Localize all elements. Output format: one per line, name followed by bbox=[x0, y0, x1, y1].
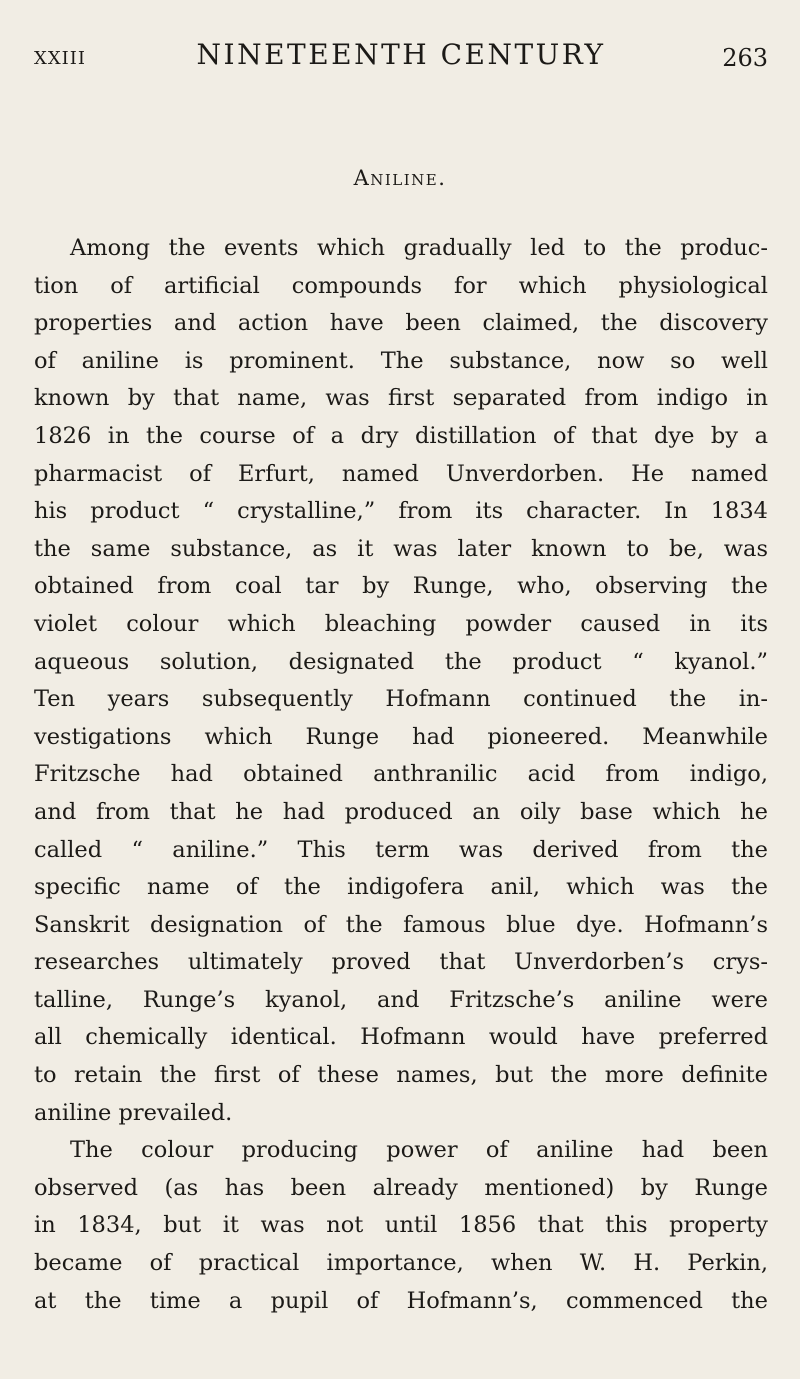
text-line: became of practical importance, when W. H. Perkin, bbox=[34, 1250, 768, 1277]
section-title: Aniline. bbox=[353, 166, 447, 190]
body-text bbox=[34, 230, 768, 1320]
text-line: aniline prevailed. bbox=[34, 1099, 233, 1126]
text-line: vestigations which Runge had pioneered. Meanwhile bbox=[34, 723, 768, 750]
text-line: tion of artificial compounds for which physiological bbox=[34, 272, 768, 299]
chapter-number: XXIII bbox=[34, 48, 86, 69]
text-line: Sanskrit designation of the famous blue dye. Hofmann’s bbox=[34, 911, 768, 938]
running-title: NINETEENTH CENTURY bbox=[196, 38, 606, 71]
text-line: properties and action have been claimed, the discovery bbox=[34, 310, 768, 337]
text-line: known by that name, was first separated from indigo in bbox=[34, 385, 768, 412]
text-line: and from that he had produced an oily base which he bbox=[34, 798, 768, 825]
text-line: 1826 in the course of a dry distillation of that dye by a bbox=[34, 422, 768, 449]
running-head bbox=[34, 38, 768, 78]
text-line: in 1834, but it was not until 1856 that this property bbox=[34, 1212, 768, 1239]
text-line: of aniline is prominent. The substance, now so well bbox=[34, 347, 768, 374]
text-line: called “ aniline.” This term was derived from the bbox=[34, 836, 768, 863]
text-line: to retain the first of these names, but the more definite bbox=[34, 1062, 768, 1089]
text-line: all chemically identical. Hofmann would have preferred bbox=[34, 1024, 768, 1051]
text-line: obtained from coal tar by Runge, who, observing the bbox=[34, 573, 768, 600]
text-line: Among the events which gradually led to the produc- bbox=[70, 235, 768, 261]
text-line: The colour producing power of aniline had been bbox=[70, 1137, 768, 1164]
text-line: observed (as has been already mentioned) by Runge bbox=[34, 1174, 768, 1201]
text-line: his product “ crystalline,” from its character. In 1834 bbox=[34, 498, 768, 525]
text-line: talline, Runge’s kyanol, and Fritzsche’s aniline were bbox=[34, 986, 768, 1013]
text-line: Ten years subsequently Hofmann continued the in- bbox=[34, 686, 768, 713]
text-line: at the time a pupil of Hofmann’s, commenced the bbox=[34, 1287, 768, 1314]
text-line: aqueous solution, designated the product “ kyanol.” bbox=[34, 648, 768, 675]
text-line: Fritzsche had obtained anthranilic acid from indigo, bbox=[34, 761, 768, 788]
text-line: the same substance, as it was later known to be, was bbox=[34, 535, 768, 562]
text-line: researches ultimately proved that Unverdorben’s crys- bbox=[34, 949, 768, 976]
text-line: pharmacist of Erfurt, named Unverdorben. He named bbox=[34, 460, 768, 487]
text-line: specific name of the indigofera anil, which was the bbox=[34, 874, 768, 901]
page-number: 263 bbox=[722, 44, 768, 72]
text-line: violet colour which bleaching powder caused in its bbox=[34, 610, 768, 637]
